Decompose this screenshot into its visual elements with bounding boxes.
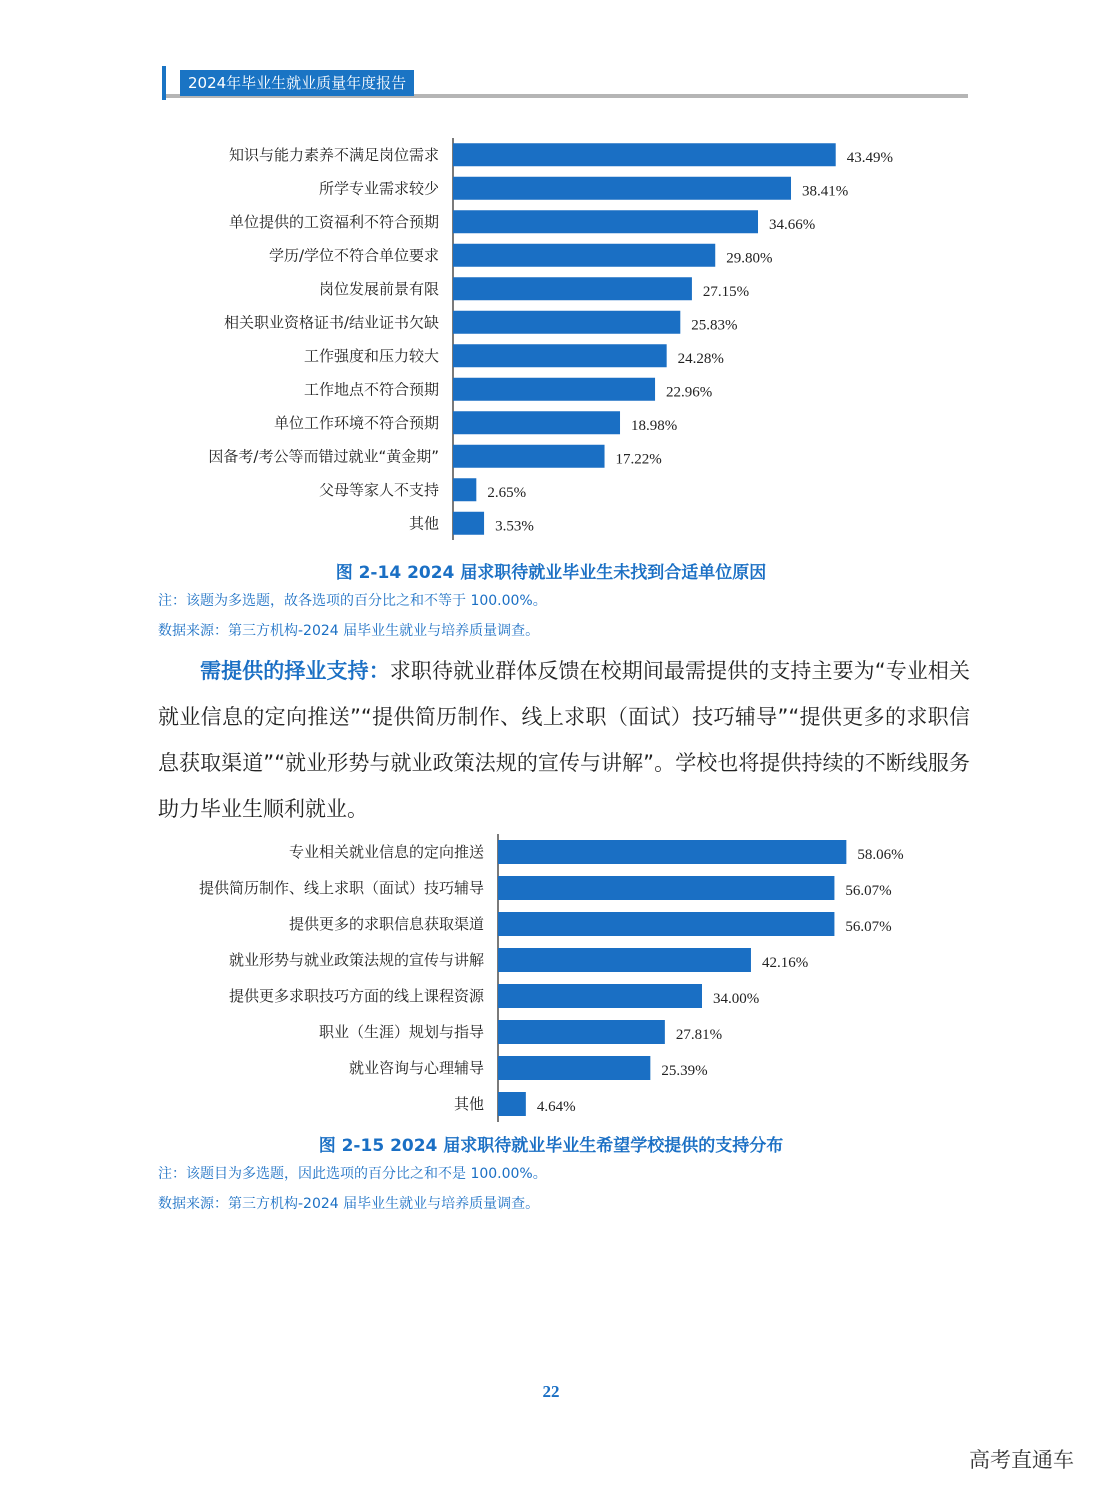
bar [498, 1092, 526, 1116]
paragraph-text: 求职待就业群体反馈在校期间最需提供的支持主要为“专业相关就业信息的定向推送”“提供简历制作、线上求职（面试）技巧辅导”“提供更多的求职信息获取渠道”“就业形势与就业政策法规的宣传与讲解”。学校也将提供持续的不断线服务助力毕业生顺利就业。 [158, 659, 970, 821]
chart-unfound-reasons [0, 138, 1102, 544]
bar [453, 512, 484, 535]
category-label: 职业（生涯）规划与指导 [318, 1023, 484, 1041]
bar [498, 948, 751, 972]
category-label: 提供简历制作、线上求职（面试）技巧辅导 [198, 879, 484, 897]
value-label: 24.28% [677, 350, 724, 367]
value-label: 34.66% [769, 216, 816, 233]
category-label: 父母等家人不支持 [318, 480, 439, 499]
bar [453, 311, 680, 334]
category-label: 提供更多求职技巧方面的线上课程资源 [228, 987, 484, 1005]
value-label: 22.96% [666, 384, 713, 401]
bar [453, 445, 605, 468]
value-label: 25.39% [661, 1063, 708, 1079]
bar [498, 984, 702, 1008]
value-label: 17.22% [615, 451, 662, 468]
value-label: 38.41% [802, 183, 849, 200]
chart-unfound-reasons-svg [0, 138, 1102, 544]
category-label: 单位提供的工资福利不符合预期 [228, 212, 439, 231]
bar [498, 1056, 650, 1080]
figure-2-15-caption: 图 2-15 2024 届求职待就业毕业生希望学校提供的支持分布 [318, 1136, 784, 1156]
category-label: 知识与能力素养不满足岗位需求 [228, 145, 439, 164]
category-label: 学历/学位不符合单位要求 [268, 246, 439, 265]
category-label: 工作地点不符合预期 [303, 380, 439, 399]
support-paragraph [158, 648, 970, 832]
figure-2-14-source: 数据来源：第三方机构-2024 届毕业生就业与培养质量调查。 [158, 623, 540, 639]
value-label: 27.15% [702, 283, 750, 300]
bar [453, 378, 655, 401]
category-label: 所学专业需求较少 [318, 179, 439, 198]
page-number: 22 [542, 1382, 560, 1401]
chart-support-needs-svg [0, 834, 1102, 1124]
category-label: 就业形势与就业政策法规的宣传与讲解 [228, 951, 484, 969]
value-label: 42.16% [761, 955, 809, 971]
chart-support-needs [0, 834, 1102, 1124]
bar [498, 1020, 665, 1044]
figure-2-15-note: 注：该题目为多选题，因此选项的百分比之和不是 100.00%。 [158, 1166, 547, 1182]
bar [453, 478, 476, 501]
bar [453, 143, 836, 166]
value-label: 25.83% [691, 317, 738, 334]
page-header [162, 66, 968, 100]
category-label: 单位工作环境不符合预期 [273, 413, 439, 432]
value-label: 43.49% [846, 149, 893, 166]
value-label: 27.81% [675, 1027, 723, 1043]
bar [453, 210, 758, 233]
bar [498, 840, 846, 864]
bar [498, 876, 834, 900]
bar [453, 344, 667, 367]
header-title: 2024年毕业生就业质量年度报告 [180, 70, 414, 96]
category-label: 其他 [453, 1095, 484, 1113]
watermark: 高考直通车 [969, 1448, 1074, 1472]
bar [453, 411, 620, 434]
value-label: 29.80% [726, 250, 773, 267]
bar [498, 912, 834, 936]
category-label: 岗位发展前景有限 [318, 279, 439, 298]
figure-2-14-caption: 图 2-14 2024 届求职待就业毕业生未找到合适单位原因 [335, 563, 767, 583]
category-label: 相关职业资格证书/结业证书欠缺 [223, 313, 439, 332]
category-label: 因备考/考公等而错过就业“黄金期” [208, 447, 439, 466]
value-label: 58.06% [857, 847, 904, 863]
value-label: 18.98% [631, 417, 678, 434]
category-label: 工作强度和压力较大 [303, 346, 439, 365]
value-label: 3.53% [495, 518, 534, 535]
category-label: 专业相关就业信息的定向推送 [288, 843, 484, 861]
category-label: 提供更多的求职信息获取渠道 [288, 915, 484, 933]
value-label: 2.65% [487, 484, 527, 501]
value-label: 34.00% [713, 991, 760, 1007]
bar [453, 244, 715, 267]
category-label: 就业咨询与心理辅导 [348, 1059, 484, 1077]
figure-2-14-note: 注：该题为多选题，故各选项的百分比之和不等于 100.00%。 [158, 593, 547, 609]
bar [453, 177, 791, 200]
value-label: 4.64% [536, 1099, 576, 1115]
category-label: 其他 [408, 514, 439, 533]
figure-2-15-source: 数据来源：第三方机构-2024 届毕业生就业与培养质量调查。 [158, 1196, 540, 1212]
value-label: 56.07% [845, 919, 892, 935]
bar [453, 277, 692, 300]
value-label: 56.07% [845, 883, 892, 899]
paragraph-lead: 需提供的择业支持： [200, 659, 390, 683]
